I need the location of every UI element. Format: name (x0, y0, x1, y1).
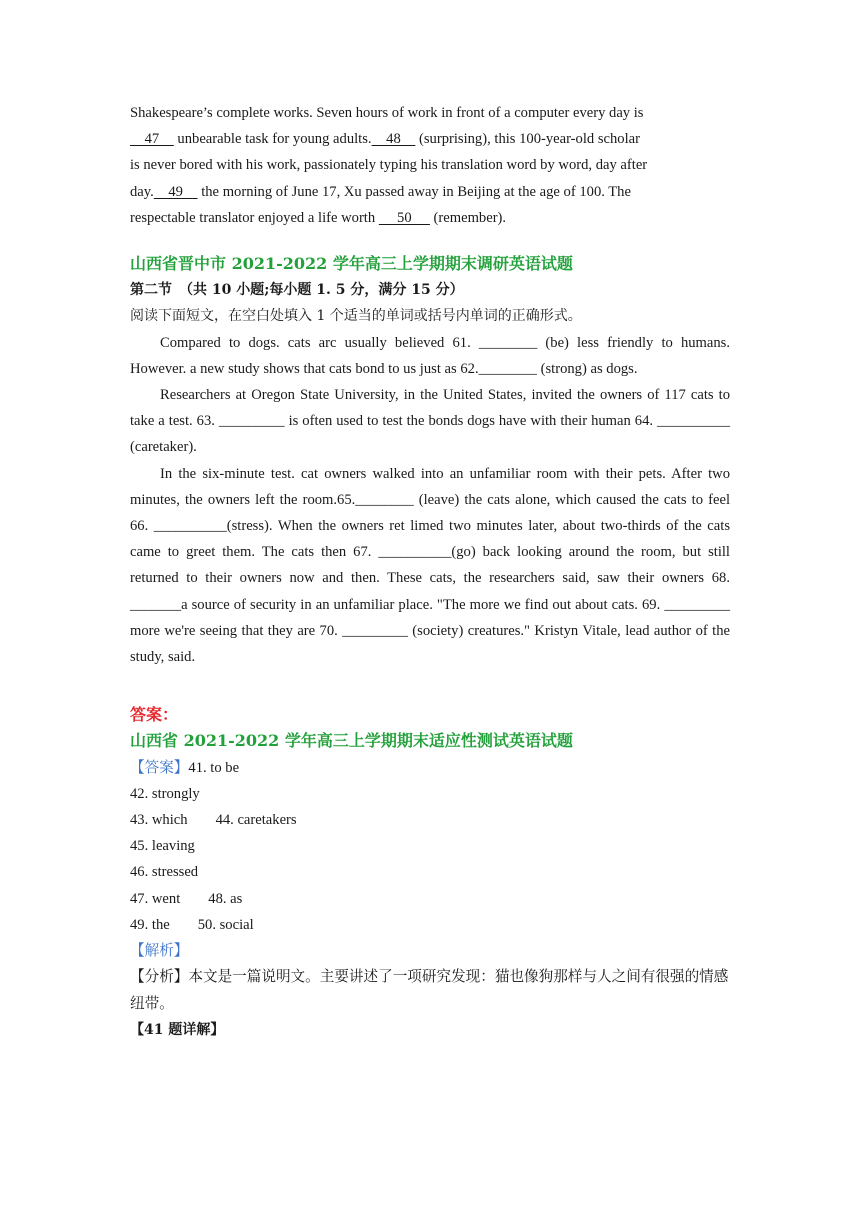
answer-line (130, 755, 730, 781)
passage-line: is never bored with his work, passionately typing his translation word by word, day after (130, 157, 648, 174)
blank-50: 50 (378, 209, 430, 226)
passage-paragraph-1: Compared to dogs. cats arc usually believed 61. ________ (be) less friendly to humans. However. a new study shows that cats bond to us just as 62.________ (strong) as dogs. (130, 334, 730, 377)
blank-48: 48 (371, 131, 416, 148)
answer-50: 50. social (197, 916, 254, 933)
passage-text: the morning of June 17, Xu passed away in Beijing at the age of 100. The (197, 183, 631, 200)
analysis-text: 【分析】本文是一篇说明文。主要讲述了一项研究发现：猫也像狗那样与人之间有很强的情感纽带。 (130, 968, 729, 1012)
answer-line (130, 886, 730, 912)
answers-source-title: 山西省 2021-2022 学年高三上学期期末适应性测试英语试题 (130, 731, 573, 751)
answer-44: 44. caretakers (215, 812, 297, 829)
question-41-detail-heading: 【41 题详解】 (130, 1021, 225, 1038)
passage-paragraph-2: Researchers at Oregon State University, in the United States, invited the owners of 117 cats to take a test. 63. _________ is often used to test the bonds dogs have with their human 64. __________ (caretaker). (130, 387, 730, 456)
answer-45: 45. leaving (130, 838, 195, 855)
answer-tag: 【答案】 (130, 758, 189, 776)
blank-47: 47 (130, 131, 174, 148)
answer-49: 49. the (130, 916, 170, 933)
answer-48: 48. as (208, 890, 243, 907)
passage-paragraph-3: In the six-minute test. cat owners walked into an unfamiliar room with their pets. After two minutes, the owners left the room.65.________ (leave) the cats alone, which caused the cats to feel 66. __________(stress). When the owners ret limed two minutes later, about two-thirds of the cats came to greet them. The cats then 67. __________(go) back looking around the room, but still returned to their owners now and then. These cats, the researchers said, saw their owners 68. _______a source of security in an unfamiliar place. "The more we find out about cats. 69. _________ more we're seeing that they are 70. _________ (society) creatures." Kristyn Vitale, lead author of the study, said. (130, 465, 730, 666)
answer-42: 42. strongly (130, 785, 200, 802)
passage-line (130, 126, 730, 152)
passage-text: (surprising), this 100-year-old scholar (415, 131, 640, 148)
section-title: 山西省晋中市 2021-2022 学年高三上学期期末调研英语试题 (130, 254, 573, 274)
passage-text: unbearable task for young adults. (173, 131, 372, 148)
section-subtitle: 第二节 （共 10 小题;每小题 1. 5 分，满分 15 分） (130, 282, 464, 299)
passage-text: (remember). (429, 209, 507, 226)
section-instruction: 阅读下面短文，在空白处填入 1 个适当的单词或括号内单词的正确形式。 (130, 308, 582, 325)
answer-43: 43. which (130, 812, 188, 829)
passage-line (130, 179, 730, 205)
passage-line: Shakespeare’s complete works. Seven hours of work in front of a computer every day is (130, 105, 644, 121)
document-content (130, 100, 730, 1043)
answers-heading: 答案： (130, 705, 179, 725)
answer-41: 41. to be (188, 759, 240, 776)
analysis-tag: 【解析】 (130, 942, 189, 960)
passage-text: respectable translator enjoyed a life worth (130, 209, 379, 226)
passage-line (130, 205, 730, 231)
answer-line (130, 807, 730, 833)
answer-46: 46. stressed (130, 864, 199, 881)
passage-text: day. (130, 183, 154, 200)
answer-line (130, 912, 730, 938)
blank-49: 49 (153, 183, 198, 200)
answer-47: 47. went (130, 890, 181, 907)
